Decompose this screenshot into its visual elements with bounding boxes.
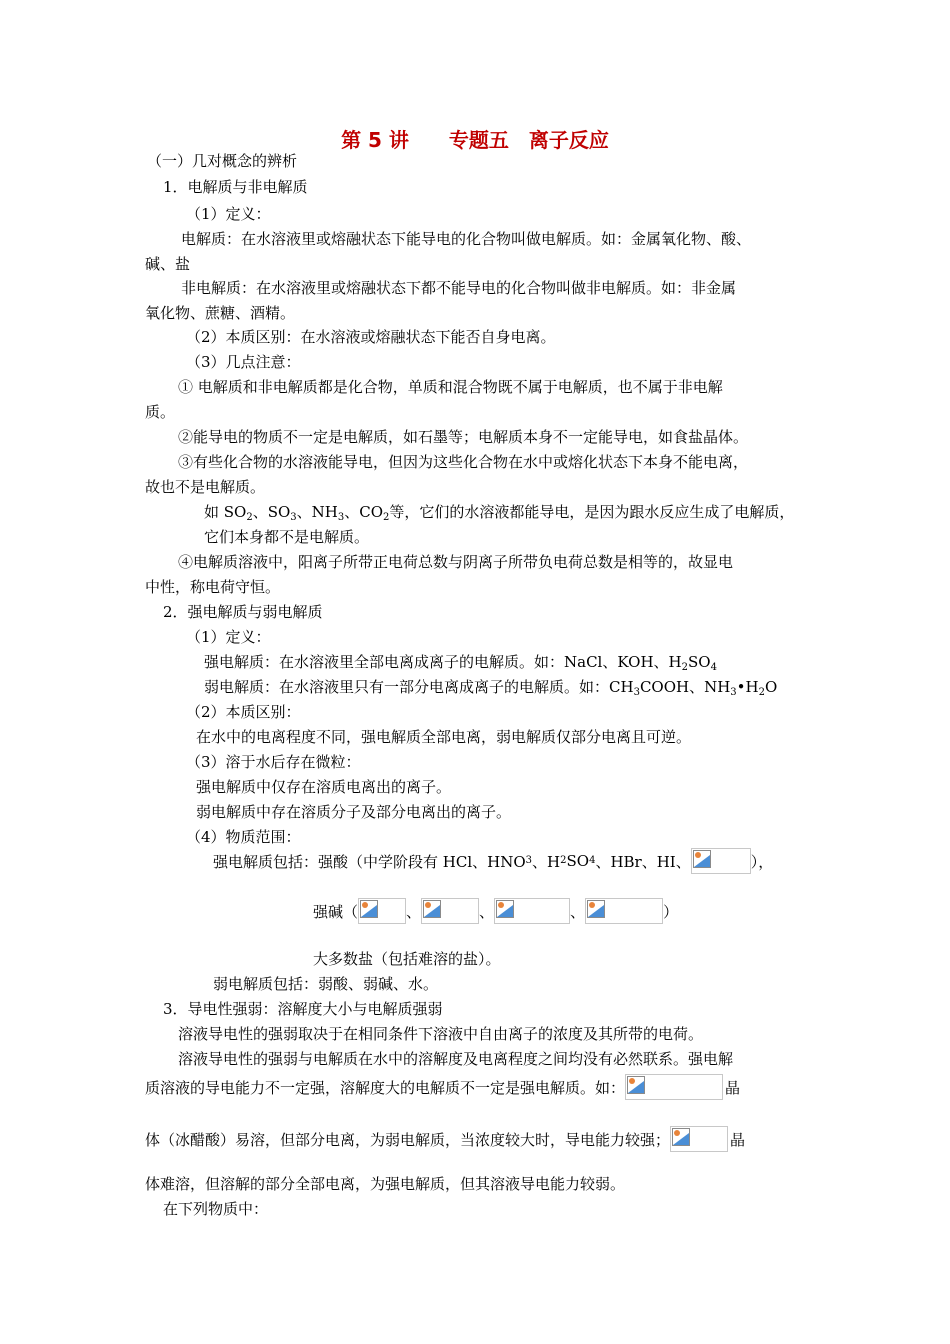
weak-electrolyte-definition: 弱电解质：在水溶液里只有一部分电离成离子的电解质。如：$CH_3COOH$、$NH_3•H_2O$ — [204, 678, 778, 698]
conductivity-paragraph-2: 溶液导电性的强弱与电解质在水中的溶解度及电离程度之间均没有必然联系。强电解 — [178, 1050, 734, 1068]
particles-strong: 强电解质中仅存在溶质电离出的离子。 — [196, 778, 452, 796]
range-salts: 大多数盐（包括难溶的盐）。 — [313, 950, 501, 968]
broken-image-icon — [670, 1126, 728, 1152]
nonelectrolyte-definition-cont: 氧化物、蔗糖、酒精。 — [145, 304, 296, 322]
note-4-cont: 中性，称电荷守恒。 — [145, 578, 281, 596]
range-weak: 弱电解质包括：弱酸、弱碱、水。 — [213, 975, 439, 993]
definition-label-2: （1）定义： — [186, 628, 271, 646]
broken-image-icon — [358, 898, 406, 924]
particles-weak: 弱电解质中存在溶质分子及部分电离出的离子。 — [196, 803, 512, 821]
subsection-heading-2: 2．强电解质与弱电解质 — [163, 603, 323, 621]
electrolyte-definition: 电解质：在水溶液里或熔融状态下能导电的化合物叫做电解质。如：金属氧化物、酸、 — [181, 230, 752, 248]
electrolyte-definition-cont: 碱、盐 — [145, 255, 191, 273]
nonelectrolyte-definition: 非电解质：在水溶液里或熔融状态下都不能导电的化合物叫做非电解质。如：非金属 — [181, 279, 737, 297]
note-2: ②能导电的物质不一定是电解质，如石墨等；电解质本身不一定能导电，如食盐晶体。 — [178, 428, 749, 446]
note-3: ③有些化合物的水溶液能导电，但因为这些化合物在水中或熔化状态下本身不能电离， — [178, 453, 749, 471]
broken-image-icon — [494, 898, 570, 924]
conductivity-paragraph-1: 溶液导电性的强弱取决于在相同条件下溶液中自由离子的浓度及其所带的电荷。 — [178, 1025, 704, 1043]
essence-difference: （2）本质区别：在水溶液或熔融状态下能否自身电离。 — [186, 328, 556, 346]
note-3-example-cont: 它们本身都不是电解质。 — [204, 528, 370, 546]
note-1-cont: 质。 — [145, 403, 176, 421]
note-3-example: 如 $SO_2$、$SO_3$、$NH_3$、$CO_2$等，它们的水溶液都能导电，是因为跟水反应生成了电解质， — [204, 503, 795, 523]
subsection-heading-3: 3．导电性强弱：溶解度大小与电解质强弱 — [163, 1000, 443, 1018]
essence-difference-2: 在水中的电离程度不同，强电解质全部电离，弱电解质仅部分电离且可逆。 — [196, 728, 692, 746]
page-title: 第 5 讲 专题五 离子反应 — [341, 128, 609, 152]
definition-label: （1）定义： — [186, 205, 271, 223]
subsection-heading-1: 1．电解质与非电解质 — [163, 178, 308, 196]
particles-label: （3）溶于水后存在微粒： — [186, 753, 361, 771]
range-label: （4）物质范围： — [186, 828, 301, 846]
range-strong-acid: 强电解质包括：强酸（中学阶段有 HCl、HNO 3 、H 2 SO 4 、HBr、HI、 ）， — [213, 846, 773, 876]
broken-image-icon — [625, 1074, 723, 1100]
notes-label: （3）几点注意： — [186, 353, 301, 371]
essence-label-2: （2）本质区别： — [186, 703, 301, 721]
conductivity-paragraph-2-line3: 体（冰醋酸）易溶，但部分电离，为弱电解质，当浓度较大时，导电能力较强； 晶 — [145, 1124, 745, 1154]
strong-electrolyte-definition: 强电解质：在水溶液里全部电离成离子的电解质。如：NaCl、KOH、$H_2SO_4$ — [204, 653, 717, 673]
conductivity-paragraph-2-line2: 质溶液的导电能力不一定强，溶解度大的电解质不一定是强电解质。如： 晶 — [145, 1072, 740, 1102]
note-1: ① 电解质和非电解质都是化合物，单质和混合物既不属于电解质，也不属于非电解 — [178, 378, 723, 396]
broken-image-icon — [691, 848, 751, 874]
note-4: ④电解质溶液中，阳离子所带正电荷总数与阴离子所带负电荷总数是相等的，故显电 — [178, 553, 734, 571]
range-strong-base: 强碱（ 、 、 、 ） — [313, 896, 678, 926]
conductivity-paragraph-2-line4: 体难溶，但溶解的部分全部电离，为强电解质，但其溶液导电能力较弱。 — [145, 1175, 626, 1193]
broken-image-icon — [585, 898, 663, 924]
broken-image-icon — [421, 898, 479, 924]
question-intro: 在下列物质中： — [163, 1200, 269, 1218]
note-3-cont: 故也不是电解质。 — [145, 478, 266, 496]
section-heading: （一）几对概念的辨析 — [147, 152, 298, 170]
